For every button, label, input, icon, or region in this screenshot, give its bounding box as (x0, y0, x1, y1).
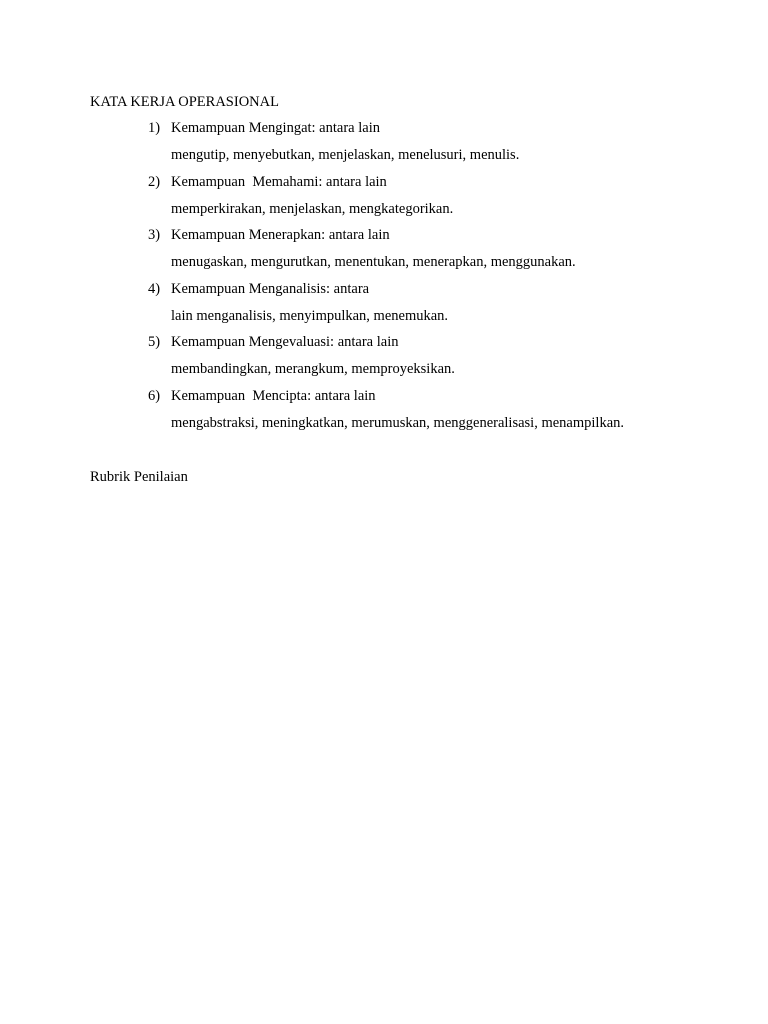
list-item-number: 6) (148, 387, 161, 404)
list-item-number: 4) (148, 280, 161, 297)
numbered-list (0, 119, 768, 441)
list-item-title: Kemampuan Mencipta: antara lain (171, 387, 376, 404)
list-item-title: Kemampuan Memahami: antara lain (171, 173, 387, 190)
document-heading: KATA KERJA OPERASIONAL (90, 94, 279, 110)
list-item (0, 119, 768, 173)
list-item-number: 1) (148, 120, 161, 136)
list-item (0, 173, 768, 227)
list-item-title: Kemampuan Mengingat: antara lain (171, 120, 380, 136)
list-item-verbs: lain menganalisis, menyimpulkan, menemukan. (171, 307, 449, 324)
list-item-number: 2) (148, 173, 161, 190)
list-item-verbs: membandingkan, merangkum, memproyeksikan. (171, 361, 455, 378)
list-item-title: Kemampuan Menganalisis: antara (171, 280, 370, 297)
list-item-verbs: mengabstraksi, meningkatkan, merumuskan, menggeneralisasi, menampilkan. (171, 414, 625, 431)
list-item (0, 387, 768, 441)
list-item (0, 333, 768, 387)
list-item-verbs: memperkirakan, menjelaskan, mengkategorikan. (171, 200, 454, 217)
list-item (0, 226, 768, 280)
list-item (0, 280, 768, 334)
list-item-title: Kemampuan Menerapkan: antara lain (171, 227, 390, 244)
list-item-verbs: menugaskan, mengurutkan, menentukan, menerapkan, menggunakan. (171, 254, 576, 271)
list-item-number: 3) (148, 227, 161, 244)
list-item-title: Kemampuan Mengevaluasi: antara lain (171, 334, 399, 351)
list-item-verbs: mengutip, menyebutkan, menjelaskan, menelusuri, menulis. (171, 147, 520, 163)
list-item-number: 5) (148, 334, 161, 351)
rubric-heading: Rubrik Penilaian (90, 469, 188, 485)
